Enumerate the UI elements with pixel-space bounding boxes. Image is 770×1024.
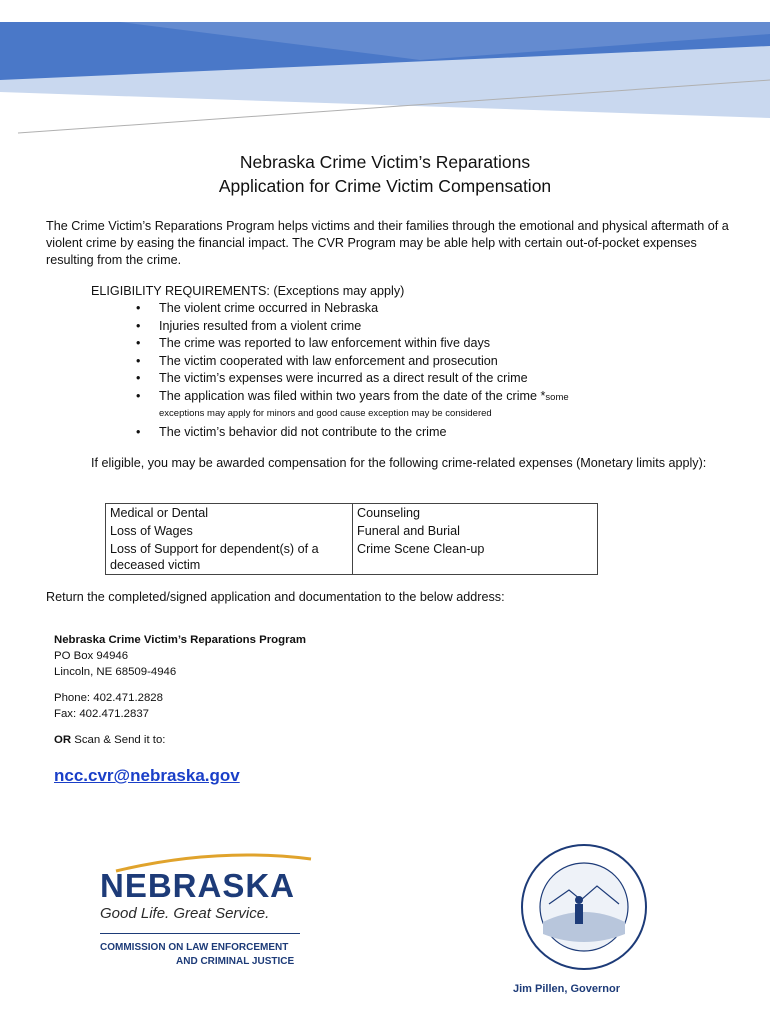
fax-number: Fax: 402.471.2837 bbox=[54, 708, 149, 720]
title-line-1: Nebraska Crime Victim’s Reparations bbox=[239, 152, 531, 172]
table-cell: Crime Scene Clean-up bbox=[353, 540, 598, 575]
table-cell: Funeral and Burial bbox=[353, 522, 598, 540]
logo-divider bbox=[100, 933, 300, 934]
list-item: • Injuries resulted from a violent crime bbox=[136, 318, 741, 336]
po-box: PO Box 94946 bbox=[54, 650, 129, 662]
email-link[interactable]: ncc.cvr@nebraska.gov bbox=[54, 766, 240, 785]
mailing-address bbox=[54, 632, 306, 748]
scan-send-line bbox=[54, 732, 306, 748]
governor-name: Jim Pillen, Governor bbox=[513, 983, 620, 995]
or-label: OR bbox=[54, 734, 72, 746]
city-zip: Lincoln, NE 68509-4946 bbox=[54, 666, 177, 678]
table-row bbox=[106, 504, 598, 523]
bullet-icon: • bbox=[136, 371, 141, 385]
table-cell: Loss of Wages bbox=[106, 522, 353, 540]
commission-line-2: AND CRIMINAL JUSTICE bbox=[176, 956, 295, 967]
eligibility-heading: ELIGIBILITY REQUIREMENTS: (Exceptions may apply) bbox=[91, 284, 405, 298]
table-cell: Medical or Dental bbox=[106, 504, 353, 523]
page-title bbox=[0, 150, 770, 198]
list-item: • The crime was reported to law enforcement within five days bbox=[136, 335, 741, 353]
expenses-table bbox=[105, 503, 598, 575]
logo-tagline: Good Life. Great Service. bbox=[100, 905, 270, 922]
table-cell: Loss of Support for dependent(s) of a deceased victim bbox=[106, 540, 353, 575]
bullet-icon: • bbox=[136, 301, 141, 315]
table-row bbox=[106, 540, 598, 575]
return-instructions: Return the completed/signed application and documentation to the below address: bbox=[46, 590, 505, 604]
table-cell: Counseling bbox=[353, 504, 598, 523]
list-item: • The victim cooperated with law enforcement and prosecution bbox=[136, 353, 741, 371]
nebraska-logo bbox=[96, 845, 336, 985]
list-item: • The victim’s expenses were incurred as a direct result of the crime bbox=[136, 370, 741, 388]
list-item: • The application was filed within two years from the date of the crime *some exceptions may apply for minors and good cause exception may be considered bbox=[136, 388, 741, 425]
eligibility-list bbox=[91, 300, 741, 442]
bullet-icon: • bbox=[136, 353, 141, 368]
commission-line-1: COMMISSION ON LAW ENFORCEMENT bbox=[100, 942, 289, 953]
compensation-text: If eligible, you may be awarded compensation for the following crime-related expenses (Monetary limits apply): bbox=[91, 456, 707, 470]
state-seal-icon bbox=[519, 842, 649, 972]
table-row bbox=[106, 522, 598, 540]
title-line-2: Application for Crime Victim Compensation bbox=[218, 176, 552, 196]
list-item: • The victim’s behavior did not contribute to the crime bbox=[136, 424, 741, 442]
exception-note: exceptions may apply for minors and good cause exception may be considered bbox=[159, 408, 492, 419]
intro-paragraph: The Crime Victim’s Reparations Program helps victims and their families through the emotional and physical aftermath of a violent crime by easing the financial impact. The CVR Program may be able help with certain out-of-pocket expenses resulting from the crime. bbox=[46, 219, 729, 267]
header-banner bbox=[0, 0, 770, 145]
bullet-icon: • bbox=[136, 388, 141, 403]
list-item: • The violent crime occurred in Nebraska bbox=[136, 300, 741, 318]
item-suffix: some bbox=[545, 391, 569, 403]
bullet-icon: • bbox=[136, 425, 141, 439]
bullet-icon: • bbox=[136, 336, 141, 350]
scan-text: Scan & Send it to: bbox=[71, 734, 166, 746]
phone-number: Phone: 402.471.2828 bbox=[54, 692, 163, 704]
logo-wordmark: NEBRASKA bbox=[100, 867, 296, 904]
bullet-icon: • bbox=[136, 318, 141, 333]
program-name: Nebraska Crime Victim’s Reparations Program bbox=[54, 634, 306, 646]
eligibility-section bbox=[91, 283, 741, 442]
